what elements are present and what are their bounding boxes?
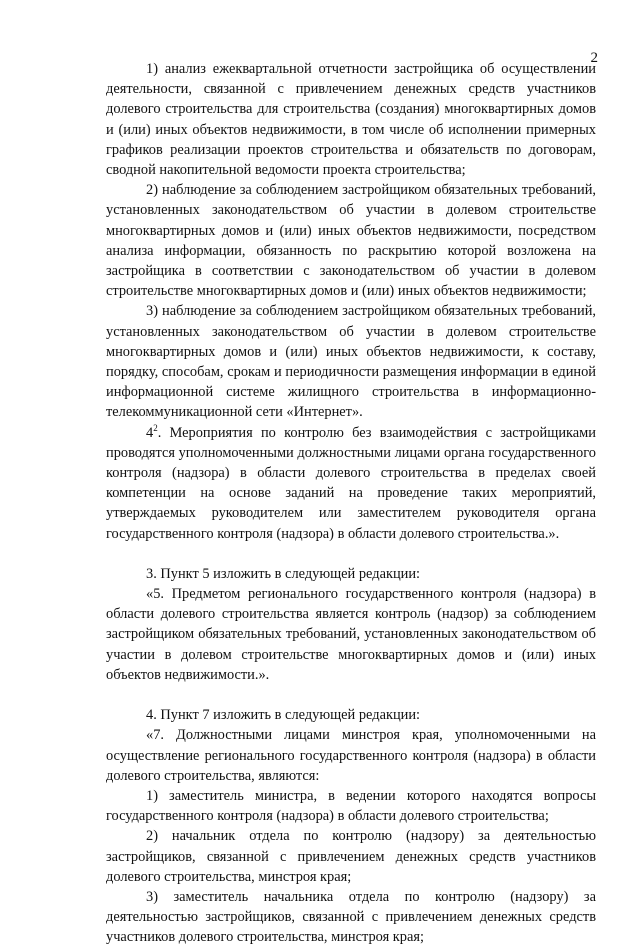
- paragraph-4-2: [106, 423, 596, 544]
- official-item-3: 3) заместитель начальника отдела по контролю (надзору) за деятельностью застройщиков, связанной с привлечением денежных средств участников долевого строительства, минстроя края;: [106, 888, 596, 946]
- paragraph-number: 4: [146, 424, 154, 441]
- document-body: [106, 59, 596, 948]
- paragraph-text: . Мероприятия по контролю без взаимодействия с застройщиками проводятся уполномоченными должностными лицами органа государственного контроля (надзора) в области долевого строительства в пределах своей компетенции на основе заданий на проведение таких мероприятий, утверждаемых руководителем или заместителем руководителя органа государственного контроля (надзора) в области долевого строительства.».: [106, 424, 596, 542]
- official-item-2: 2) начальник отдела по контролю (надзору) за деятельностью застройщиков, связанной с привлечением денежных средств участников долевого строительства, минстроя края;: [106, 828, 596, 885]
- amendment-text-point-5: «5. Предметом регионального государственного контроля (надзора) в области долевого строительства является контроль (надзор) за соблюдением застройщиком обязательных требований, установленных законодательством об участии в долевом строительстве многоквартирных домов и (или) иных объектов недвижимости.».: [106, 586, 596, 683]
- amendment-heading-point-5: 3. Пункт 5 изложить в следующей редакции:: [146, 565, 421, 582]
- paragraph-item-2: 2) наблюдение за соблюдением застройщиком обязательных требований, установленных законодательством об участии в долевом строительстве многоквартирных домов и (или) иных объектов недвижимости, посредством анализа информации, обязанность по раскрытию которой возложена на застройщика в соответствии с законодательством об участии в долевом строительстве многоквартирных домов и (или) иных объектов недвижимости;: [106, 182, 596, 300]
- paragraph-item-3: 3) наблюдение за соблюдением застройщиком обязательных требований, установленных законодательством об участии в долевом строительстве многоквартирных домов и (или) иных объектов недвижимости, к составу, порядку, способам, срокам и периодичности размещения информации в единой информационной системе жилищного строительства в информационно-телекоммуникационной сети «Интернет».: [106, 303, 596, 421]
- page-number: 2: [590, 50, 598, 66]
- amendment-text-point-7: «7. Должностными лицами минстроя края, уполномоченными на осуществление регионального государственного контроля (надзора) в области долевого строительства, являются:: [106, 727, 596, 784]
- amendment-heading-point-7: 4. Пункт 7 изложить в следующей редакции:: [146, 707, 421, 724]
- paragraph-superscript: 2: [153, 422, 158, 433]
- paragraph-item-1: 1) анализ ежеквартальной отчетности застройщика об осуществлении деятельности, связанной с привлечением денежных средств участников долевого строительства для строительства (создания) многоквартирных домов и (или) иных объектов недвижимости, в том числе об исполнении примерных графиков реализации проектов строительства и обязательств по договорам, сводной накопительной ведомости проекта строительства;: [106, 61, 596, 179]
- official-item-1: 1) заместитель министра, в ведении которого находятся вопросы государственного контроля (надзора) в области долевого строительства;: [106, 787, 596, 825]
